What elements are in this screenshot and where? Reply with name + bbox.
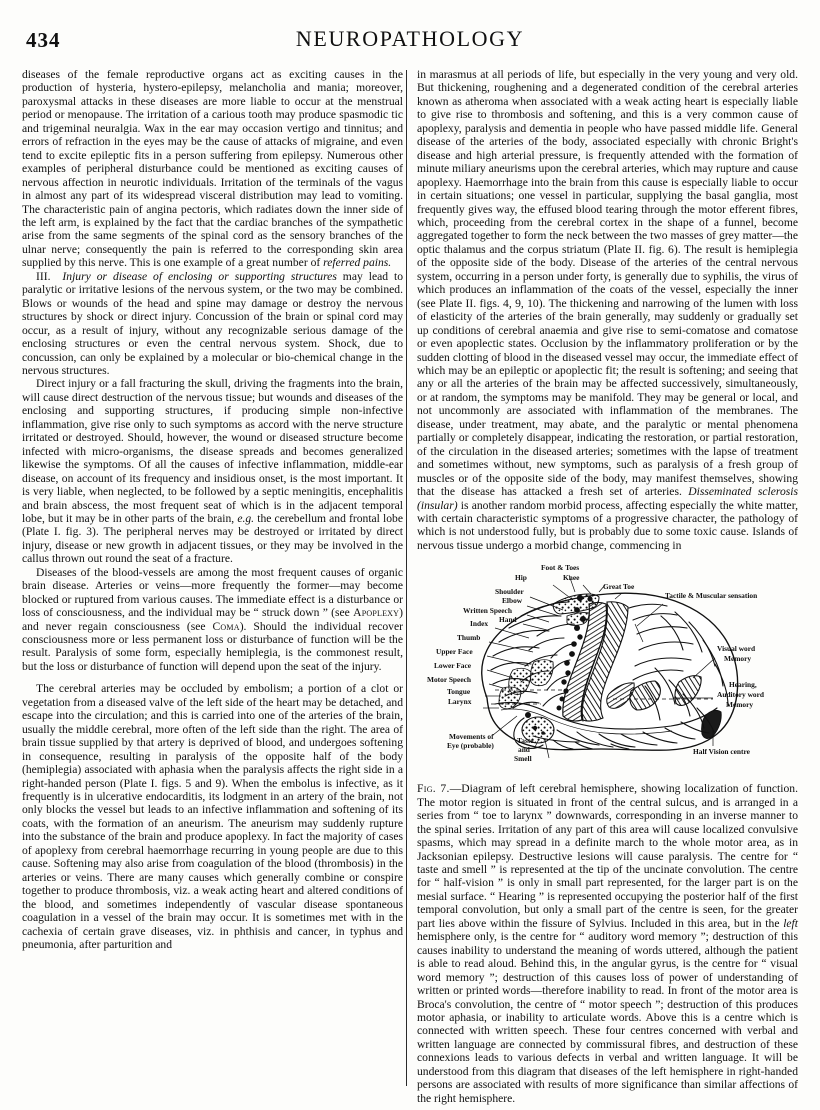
paragraph-text-cont: the cerebellum and frontal lobe (Plate I. fig. 3). The peripheral nerves may be destroyed or irritated by direct injury, disease or new growth in adjacent tissues, or they may be involved in the callus thrown out round the seat of a fracture. — [22, 511, 403, 566]
paragraph-text: may lead to paralytic or irritative lesions of the nervous system, or the two may be combined. Blows or wounds of the head and spine may damage or destroy the nervous structures by shock or direct injury. Concussion of the brain or spinal cord may occur, as a result of injury, without any recognizable serious damage of the enclosing structures or even the central nervous system. Shock, due to concussion, can only be explained by a molecular or bio-chemical change in the nervous structures. — [22, 269, 404, 377]
label-and: and — [518, 745, 530, 755]
paragraph-continued — [22, 68, 403, 270]
paragraph-text: in marasmus at all periods of life, but especially in the very young and very old. But thickening, roughening and a degenerated condition of the cerebral arteries known as atheroma when associated with a weak acting heart is especially liable to give rise to thrombosis and softening, and this is a very common cause of apoplexy, paralysis and dementia in people who have passed middle life. General disease of the arteries of the body, associated especially with chronic Bright's disease and high arterial pressure, is frequently attended with the formation of minute miliary aneurisms upon the cerebral arteries, which may rupture and cause apoplexy. Haemorrhage into the brain from this cause is especially liable to occur in certain situations; one vessel in particular, supplying the basal ganglia, most frequently gives way, the effused blood tearing through the motor efferent fibres, which, proceeding from the cerebral cortex in the shape of a funnel, become aggregated together to form the neck between the two masses of grey matter—the optic thalamus and the corpus striatum (Plate II. fig. 6). The result is hemiplegia of the opposite side of the body. Disease of the arteries of the central nervous system, occurring in a person under forty, is generally due to syphilis, the virus of which produces an inflammation of the coats of the vessel, especially the inner (see Plate II. figs. 4, 9, 10). The thickening and narrowing of the lumen with loss of elasticity of the arteries of the brain generally, may suddenly or gradually set up conditions of cerebral anaemia and give rise to semi-comatose and comatose or even apoplectic states. Occlusion by the inflammatory proliferation or by the sudden clotting of blood in the diseased vessel may occur, the immediate effect of which may be an epileptic or apoplectic fit; the result is softening; and seeing that any or all the arteries of the brain may be affected successively, simultaneously, or at random, the symptoms may be manifold. They may be general or local, and not uncommonly are associated with inflammation of the membranes. The disease, under treatment, may abate, and the paralytic or mental phenomena partially or completely disappear, indicating the restoration, or partial restoration, of the circulation in the diseased arteries; sometimes with the lapse of treatment and sometimes without, new symptoms, such as paralysis of a fresh group of muscles or of the opposite side of the body, may manifest themselves, showing that the disease has attacked a fresh set of arteries. — [417, 68, 798, 499]
label-movements-eye-1: Movements of — [449, 732, 494, 742]
section-heading-italic: Injury or disease of enclosing or supporting structures — [62, 269, 337, 283]
label-taste: Taste — [517, 736, 534, 746]
eg-italic: e.g. — [237, 511, 255, 525]
label-hearing-3: Memory — [726, 700, 754, 710]
left-column — [22, 68, 403, 951]
label-motor-speech: Motor Speech — [427, 675, 471, 685]
page-number: 434 — [26, 28, 61, 52]
label-foot-toes: Foot & Toes — [541, 563, 580, 573]
label-elbow: Elbow — [502, 596, 523, 606]
label-thumb: Thumb — [457, 633, 481, 643]
paragraph-cerebral-arteries: The cerebral arteries may be occluded by embolism; a portion of a clot or vegetation from a diseased valve of the left side of the heart may be detached, and escape into the circulation; and this is carried into one of the arteries of the brain, usually the middle cerebral, more often of the left side than the right. The area of brain tissue supplied by that artery is deprived of blood, and undergoes softening in consequence, resulting in paralysis of the opposite half of the body (hemiplegia) associated with aphasia when the paralysis affects the right side in a right-handed person (Plate I. figs. 5 and 9). When the embolus is infective, as it frequently is in ulcerative endocarditis, its lodgment in an artery of the brain, not only blocks the vessel but leads to an infective inflammation and softening of its coats, with the formation of an aneurism. The aneurism may suddenly rupture into the substance of the brain and produce apoplexy. In fact the majority of cases of apoplexy from cerebral haemorrhage recurring in young people are due to this cause. Softening may also arise from coagulation of the blood (thrombosis) in the arteries or veins. There are many causes which generally combine or conspire together to produce thrombosis, viz. a weak acting heart and altered conditions of the blood, and sometimes independently of vascular disease spontaneous coagulation in a vessel of the brain may occur. It is sometimes met with in the cachexia of certain grave diseases, viz. in phthisis and cancer, in typhus and pneumonia, after parturition and — [22, 682, 403, 951]
crossref-apoplexy: Apoplexy — [353, 606, 400, 620]
right-column — [417, 68, 798, 1107]
label-hand: Hand — [499, 615, 517, 625]
paragraph-text: Diseases of the blood-vessels are among the most frequent causes of organic brain disease. Arteries or veins—more frequently the former—may become blocked or ruptured from various causes. The immediate effect is a disturbance or loss of consciousness, and the individual may be “ struck down ” (see — [22, 565, 403, 620]
label-hearing-2: Auditory word — [717, 690, 765, 700]
label-index: Index — [470, 619, 489, 629]
label-movements-eye-2: Eye (probable) — [447, 741, 494, 751]
crossref-coma: Coma — [212, 619, 240, 633]
brain-hemisphere-diagram — [417, 558, 798, 780]
label-shoulder: Shoulder — [495, 587, 524, 597]
running-title: NEUROPATHOLOGY — [295, 26, 525, 51]
paragraph-text-cont: ) and never regain consciousness (see — [22, 606, 403, 633]
body-columns — [0, 68, 820, 1105]
label-visual-word-2: Memory — [724, 654, 752, 664]
paragraph-text-cont: is another random morbid process, affecting especially the white matter, with certain characteristic symptoms of a progressive character, the pathology of which is not understood fully, but is probably due to some toxic cause. Islands of nervous tissue undergo a morbid change, commencing in — [417, 498, 798, 552]
label-great-toe: Great Toe — [603, 582, 635, 592]
label-tactile-muscular: Tactile & Muscular sensation — [665, 591, 758, 601]
label-hearing-1: Hearing, — [729, 680, 757, 690]
paragraph-direct-injury — [22, 377, 403, 565]
label-half-vision: Half Vision centre — [693, 747, 750, 757]
section-number: III. — [36, 269, 51, 283]
paragraph-section-iii — [22, 270, 403, 378]
paragraph-marasmus — [417, 68, 798, 552]
label-visual-word-1: Visual word — [717, 644, 756, 654]
referred-pains-italic: referred pains. — [323, 256, 392, 270]
paragraph-blood-vessels — [22, 566, 403, 674]
column-divider-rule — [406, 70, 407, 1086]
figure-number: Fig. 7. — [417, 782, 450, 796]
paragraph-text-cont2: ). Should the individual recover consciousness more or less permanent loss or disturbance of function will be the result. Paralysis of some form, especially hemiplegia, is the commonest result, but the loss or disturbance of function will depend upon the seat of the injury. — [22, 619, 403, 673]
label-lower-face: Lower Face — [434, 661, 472, 671]
figure-7 — [417, 558, 798, 1105]
figure-caption-body: —Diagram of left cerebral hemisphere, showing localization of function. The motor region is situated in front of the central sulcus, and is arranged in a series from “ toe to larynx ” downwards, corresponding in an inverse manner to the spinal series. Irritation of any part of this area will cause localized convulsive spasms, which may spread in a definite march to the whole motor area, as in Jacksonian epilepsy. Destructive lesions will cause paralysis. The centre for “ taste and smell ” is represented at the tip of the uncinate convolution. The centre for “ half-vision ” is only in small part represented, for the larger part is on the mesial surface. “ Hearing ” is represented occupying the posterior half of the first temporal convolution, but only a small part of the centre is seen, for the greater part lies above within the fissure of Sylvius. Included in this area, but in the — [417, 782, 798, 930]
label-upper-face: Upper Face — [436, 647, 473, 657]
label-written-speech: Written Speech — [463, 606, 512, 616]
figure-image-area — [417, 558, 798, 780]
label-smell: Smell — [514, 754, 532, 764]
paragraph-text: Direct injury or a fall fracturing the skull, driving the fragments into the brain, will cause direct destruction of the nervous tissue; but wounds and diseases of the enclosing and supporting structures, if producing simple non-infective inflammation, give rise only to such symptoms as accord with the nerve structure irritated or destroyed. Should, however, the wound or diseased structure become infected with micro-organisms, the disease spreads and becomes generalized likewise the symptoms. Of all the causes of infective inflammation, middle-ear disease, on account of its frequency and insidious onset, is the most important. It is very liable, when neglected, to be followed by a septic meningitis, encephalitis and brain abscess, the most frequent seat of which is in the adjacent temporal lobe, but it may be in other parts of the brain, — [22, 377, 403, 525]
label-tongue: Tongue — [447, 687, 471, 697]
paragraph-text: diseases of the female reproductive organs act as exciting causes in the production of hysteria, hystero-epilepsy, melancholia and mania; moreover, paroxysmal attacks in these diseases are more liable to occur at the menstrual period or menopause. The irritation of a carious tooth may produce spasmodic tic and trigeminal neuralgia. Wax in the ear may occasion vertigo and tinnitus; and errors of refraction in the eyes may be the cause of attacks of migraine, and even tend to excite epileptic fits in a person suffering from epilepsy. Numerous other examples of peripheral disturbance could be mentioned as exciting causes of nervous affection in neurotic individuals. Irritation of the terminals of the vagus in almost any part of its widespread visceral distribution may lead to vomiting. The characteristic pain of angina pectoris, which radiates down the inner side of the left arm, is explained by the fact that the cardiac branches of the sympathetic arise from the same segments of the spinal cord as the sensory branches of the ulnar nerve; consequently the pain is referred to the corresponding skin area supplied by this nerve. This is one example of a great number of — [22, 68, 403, 270]
figure-caption — [417, 782, 798, 1105]
page-header — [0, 26, 820, 62]
figure-caption-body-2: hemisphere only, is the centre for “ auditory word memory ”; destruction of this causes inability to understand the meaning of words uttered, although the patient is able to read aloud. Behind this, in the angular gyrus, is the centre for “ visual word memory ”; destruction of this causes loss of power of understanding of written or printed words—therefore inability to read. In front of the motor area is Broca's convolution, the centre of “ motor speech ”; destruction of this produces motor aphasia, or inability to articulate words. Above this is a centre which is connected with written speech. These four centres concerned with verbal and written language are connected by commissural fibres, and destruction of these connexions leads to various defects in verbal and written language. It will be understood from this diagram that diseases of the left hemisphere in right-handed persons are associated with results of more significance than similar affections of the right hemisphere. — [417, 930, 798, 1105]
label-larynx: Larynx — [448, 697, 472, 707]
figure-caption-italic-left: left — [783, 916, 798, 930]
label-hip: Hip — [515, 573, 527, 583]
disseminated-sclerosis-italic: Disseminated sclerosis (insular) — [417, 485, 798, 512]
label-knee: Knee — [563, 573, 580, 583]
